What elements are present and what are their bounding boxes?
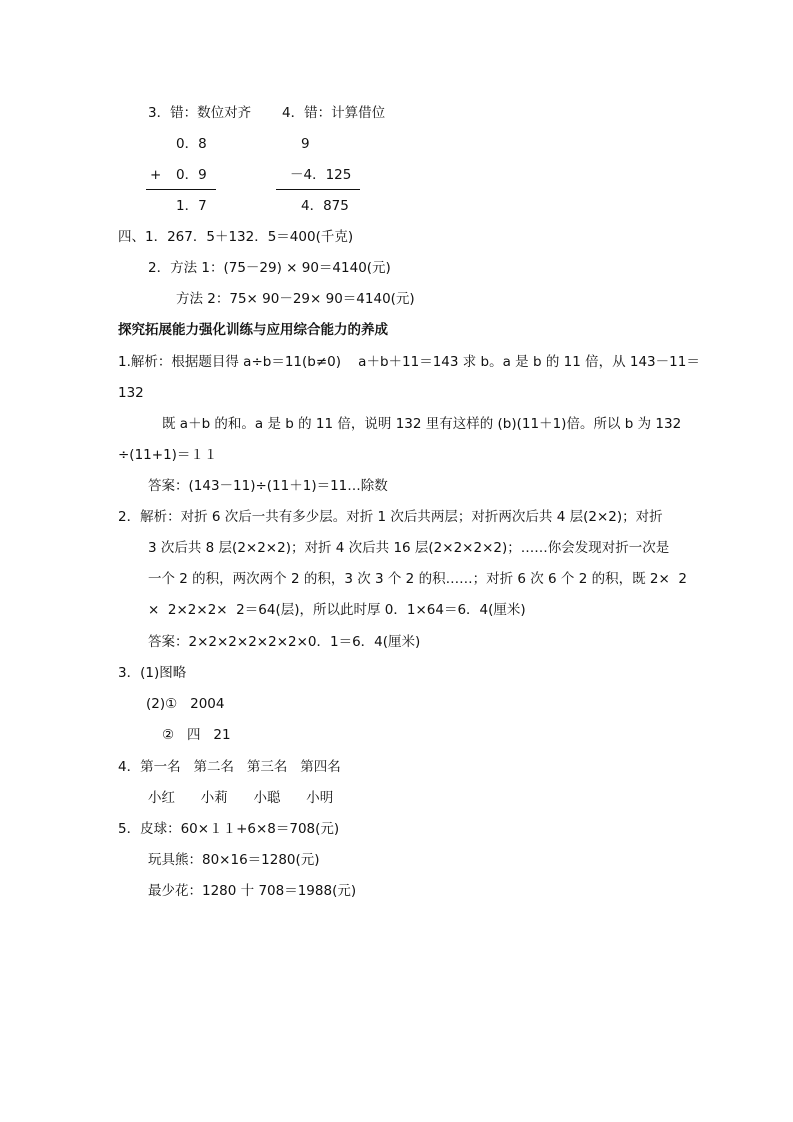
section4-text: 四、1．267．5＋132．5＝400(千克) (118, 229, 354, 245)
q3-line3: ② 四 21 (162, 727, 231, 743)
section4-line3: 方法 2：75× 90－29× 90＝4140(元) (176, 291, 415, 307)
q3-line2: (2)① 2004 (146, 696, 225, 712)
section4-line2: 2．方法 1：(75－29) × 90＝4140(元) (148, 260, 391, 276)
item4-header: 4．错：计算借位 (282, 105, 386, 121)
q1-line2: 132 (118, 385, 144, 401)
q2-line2: 3 次后共 8 层(2×2×2)；对折 4 次后共 16 层(2×2×2×2)；……你会发现对折一次是 (148, 540, 670, 556)
calc2-result: 4．875 (301, 198, 349, 214)
calc1-top: 0．8 (176, 136, 207, 152)
section4-line1 (118, 228, 353, 246)
q5-line2: 玩具熊：80×16＝1280(元) (148, 852, 320, 868)
q2-line1: 2．解析：对折 6 次后一共有多少层。对折 1 次后共两层；对折两次后共 4 层(2×2)；对折 (118, 509, 663, 525)
q1-line1: 1.解析：根据题目得 a÷b＝11(b≠0) a＋b＋11＝143 求 b。a 是 b 的 11 倍，从 143－11＝ (118, 354, 700, 370)
calc1-result: 1．7 (176, 198, 207, 214)
calc2-second: －4．125 (290, 167, 352, 183)
calc2-rule (276, 189, 360, 190)
q3-line1: 3．(1)图略 (118, 665, 187, 681)
q5-line3: 最少花：1280 十 708＝1988(元) (148, 883, 357, 899)
q2-answer: 答案：2×2×2×2×2×2×0．1＝6．4(厘米) (148, 634, 421, 650)
q1-line3: 既 a＋b 的和。a 是 b 的 11 倍，说明 132 里有这样的 (b)(11＋1)倍。所以 b 为 132 (162, 416, 682, 432)
q1-line4: ÷(11+1)＝１１ (118, 447, 218, 463)
item3-header: 3．错：数位对齐 (148, 105, 252, 121)
q4-header: 4．第一名 第二名 第三名 第四名 (118, 759, 341, 775)
q2-line3: 一个 2 的积，两次两个 2 的积，3 次 3 个 2 的积……；对折 6 次 6 个 2 的积，既 2× 2 (148, 571, 687, 587)
section-heading: 探究拓展能力强化训练与应用综合能力的养成 (118, 322, 388, 338)
q1-answer: 答案：(143－11)÷(11＋1)＝11…除数 (148, 478, 388, 494)
q5-line1: 5．皮球：60×１１+6×8＝708(元) (118, 821, 340, 837)
q4-names: 小红 小莉 小聪 小明 (148, 790, 334, 806)
q2-line4: × 2×2×2× 2＝64(层)，所以此时厚 0．1×64＝6．4(厘米) (148, 602, 526, 618)
calc1-second: 0．9 (176, 167, 207, 183)
calc1-operator: + (150, 167, 162, 183)
calc1-rule (146, 189, 216, 190)
calc2-top: 9 (301, 136, 310, 152)
